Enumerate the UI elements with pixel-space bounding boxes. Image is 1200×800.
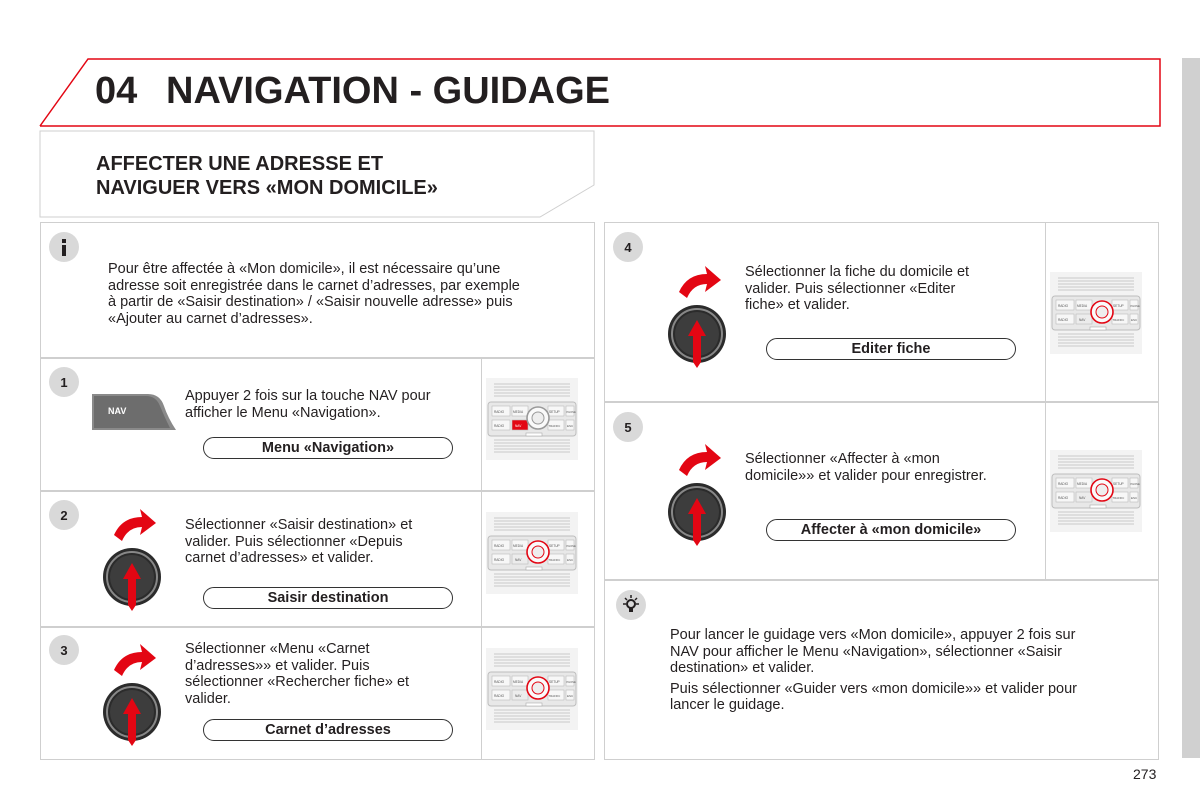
step-2-text: Sélectionner «Saisir destination» et valider. Puis sélectionner «Depuis carnet d’adresses» et valider. [185,517,413,566]
rotary-knob-icon [665,262,735,377]
step-4-text: Sélectionner la fiche du domicile et valider. Puis sélectionner «Editer fiche» et valider. [745,264,970,313]
svg-text:MEDIA: MEDIA [1077,304,1088,308]
radio-panel-icon [486,512,578,594]
section-title: AFFECTER UNE ADRESSE ET NAVIGUER VERS «MON DOMICILE» [96,153,438,199]
svg-text:RADIO: RADIO [494,694,505,698]
svg-text:PHONE: PHONE [566,411,576,414]
svg-text:ESC: ESC [567,694,574,698]
radio-panel-icon [486,648,578,730]
side-tab [1182,58,1200,758]
svg-text:SETUP: SETUP [1113,482,1124,486]
step-number: 4 [613,232,643,262]
svg-text:PHONE: PHONE [566,681,576,684]
svg-text:RADIO: RADIO [494,680,505,684]
svg-text:MEDIA: MEDIA [513,544,524,548]
svg-text:ESC: ESC [567,424,574,428]
tip-text: Pour lancer le guidage vers «Mon domicile», appuyer 2 fois sur NAV pour afficher le Menu «Navigation», sélectionner «Saisir destination» et valider. Puis sélectionner «Guider vers «mon domicile»» et valider pour lancer le guidage. [670,627,1078,713]
svg-text:ESC: ESC [1131,496,1138,500]
info-text: Pour être affectée à «Mon domicile», il est nécessaire qu’une adresse soit enregistrée dans le carnet d’adresses, par exemple à partir de «Saisir destination» / «Saisir nouvelle adresse» puis «Ajouter au carnet d’adresses». [108,261,520,327]
editer-fiche-button: Editer fiche [766,338,1016,360]
nav-key-label: NAV [108,406,127,416]
svg-text:RADIO: RADIO [1058,318,1069,322]
svg-text:TRAFFIC: TRAFFIC [548,694,561,698]
svg-text:NAV: NAV [515,558,522,562]
svg-text:NAV: NAV [1079,496,1086,500]
svg-text:RADIO: RADIO [1058,482,1069,486]
svg-text:SETUP: SETUP [549,544,560,548]
svg-text:TRAFFIC: TRAFFIC [548,558,561,562]
lightbulb-icon [616,590,646,620]
step-number: 3 [49,635,79,665]
nav-key-icon [90,392,176,432]
svg-text:MEDIA: MEDIA [513,410,524,414]
svg-text:RADIO: RADIO [494,544,505,548]
svg-text:TRAFFIC: TRAFFIC [1112,496,1125,500]
svg-text:PHONE: PHONE [1130,483,1140,486]
radio-panel-icon [1050,450,1142,532]
svg-text:RADIO: RADIO [494,410,505,414]
svg-text:NAV: NAV [1079,318,1086,322]
svg-text:PHONE: PHONE [1130,305,1140,308]
menu-navigation-button: Menu «Navigation» [203,437,453,459]
rotary-knob-icon [100,505,170,620]
step-3-text: Sélectionner «Menu «Carnet d’adresses»» et valider. Puis sélectionner «Rechercher fiche» et valider. [185,641,410,707]
svg-text:TRAFFIC: TRAFFIC [1112,318,1125,322]
step-number: 2 [49,500,79,530]
svg-text:SETUP: SETUP [549,680,560,684]
step-number: 1 [49,367,79,397]
step-1-text: Appuyer 2 fois sur la touche NAV pour afficher le Menu «Navigation». [185,388,431,421]
svg-text:MEDIA: MEDIA [513,680,524,684]
svg-text:ESC: ESC [567,558,574,562]
rotary-knob-icon [100,640,170,755]
svg-text:NAV: NAV [515,424,522,428]
svg-text:SETUP: SETUP [1113,304,1124,308]
svg-text:RADIO: RADIO [494,424,505,428]
chapter-number: 04 [95,70,138,112]
step-5-text: Sélectionner «Affecter à «mon domicile»» et valider pour enregistrer. [745,451,987,484]
saisir-destination-button: Saisir destination [203,587,453,609]
radio-panel-icon [486,378,578,460]
rotary-knob-icon [665,440,735,555]
svg-text:PHONE: PHONE [566,545,576,548]
svg-text:MEDIA: MEDIA [1077,482,1088,486]
affecter-domicile-button: Affecter à «mon domicile» [766,519,1016,541]
carnet-adresses-button: Carnet d’adresses [203,719,453,741]
svg-text:RADIO: RADIO [1058,304,1069,308]
svg-text:RADIO: RADIO [1058,496,1069,500]
svg-text:SETUP: SETUP [549,410,560,414]
step-number: 5 [613,412,643,442]
svg-text:NAV: NAV [515,694,522,698]
radio-panel-icon [1050,272,1142,354]
svg-text:TRAFFIC: TRAFFIC [548,424,561,428]
page-number: 273 [1133,766,1157,782]
info-icon [49,232,79,262]
page-title: NAVIGATION - GUIDAGE [166,70,611,112]
svg-text:ESC: ESC [1131,318,1138,322]
svg-text:RADIO: RADIO [494,558,505,562]
